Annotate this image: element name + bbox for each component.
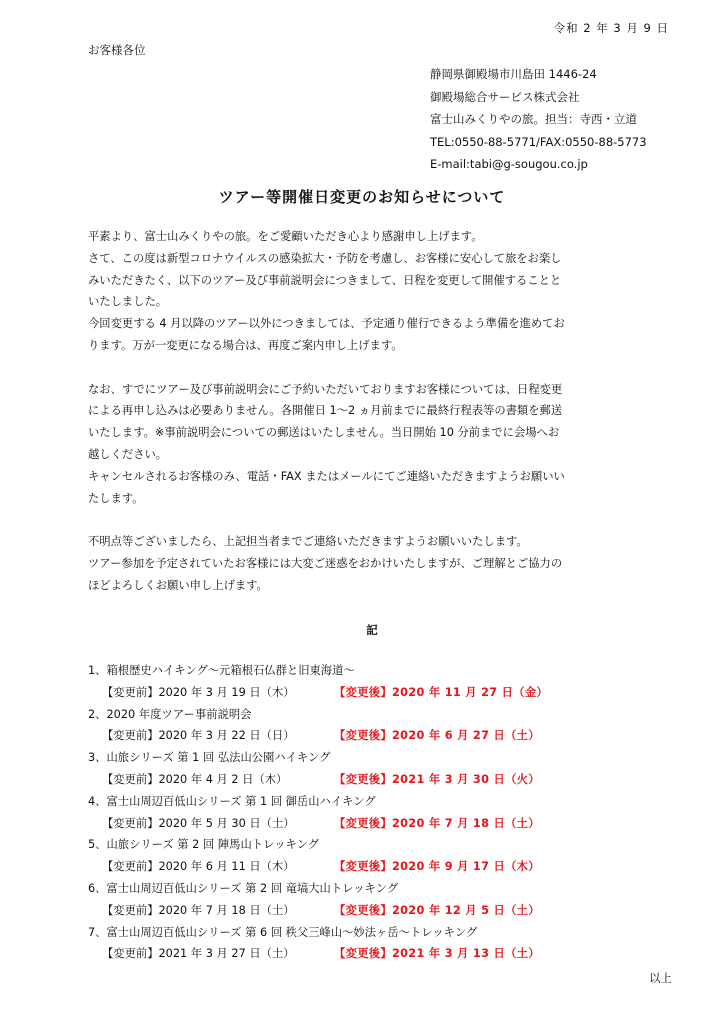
item-dates	[88, 769, 548, 791]
body-line: ほどよろしくお願い申し上げます。	[88, 578, 268, 592]
item-dates	[88, 856, 548, 878]
document-title: ツアー等開催日変更のお知らせについて	[218, 188, 506, 206]
item-title: 6、富士山周辺百低山シリーズ 第 2 回 竜塙大山トレッキング	[88, 881, 399, 895]
body-line: いたします。※事前説明会についての郵送はいたしません。当日開始 10 分前までに会場へお	[88, 426, 560, 440]
schedule-change-list	[88, 660, 548, 965]
sender-address: 静岡県御殿場市川島田 1446-24	[430, 67, 597, 81]
sender-email: E-mail:tabi@g-sougou.co.jp	[430, 157, 588, 171]
paragraph-gap	[88, 509, 638, 531]
item-dates	[88, 682, 548, 704]
date-after: 【変更後】2021 年 3 月 30 日（火）	[334, 772, 540, 786]
body-line: みいただきたく、以下のツアー及び事前説明会につきまして、日程を変更して開催することと	[88, 273, 562, 287]
addressee: お客様各位	[88, 43, 146, 57]
sender-phone-fax: TEL:0550-88-5771/FAX:0550-88-5773	[430, 134, 647, 149]
date-before: 【変更前】2020 年 3 月 19 日（木）	[102, 685, 295, 699]
closing-ijo: 以上	[649, 971, 672, 985]
item-dates	[88, 943, 548, 965]
date-after: 【変更後】2020 年 7 月 18 日（土）	[334, 816, 540, 830]
item-title: 2、2020 年度ツアー事前説明会	[88, 707, 252, 721]
body-line: キャンセルされるお客様のみ、電話・FAX またはメールにてご連絡いただきますようお願いい	[88, 469, 565, 483]
item-title: 4、富士山周辺百低山シリーズ 第 1 回 御岳山ハイキング	[88, 794, 376, 808]
body-line: ります。万が一変更になる場合は、再度ご案内申し上げます。	[88, 338, 403, 352]
body-line: 越しください。	[88, 447, 168, 461]
date-before: 【変更前】2020 年 7 月 18 日（土）	[102, 903, 295, 917]
body-line: なお、すでにツアー及び事前説明会にご予約いただいておりますお客様については、日程変更	[88, 382, 563, 396]
date-before: 【変更前】2020 年 6 月 11 日（木）	[102, 860, 295, 874]
date-after: 【変更後】2020 年 6 月 27 日（土）	[334, 729, 540, 743]
sender-block	[430, 63, 647, 176]
item-title: 5、山旅シリーズ 第 2 回 陣馬山トレッキング	[88, 838, 320, 852]
date-after: 【変更後】2020 年 12 月 5 日（土）	[334, 903, 540, 917]
sender-contact-persons: 富士山みくりやの旅。担当：寺西・立道	[430, 112, 637, 126]
date-before: 【変更前】2021 年 3 月 27 日（土）	[102, 947, 295, 961]
sender-company: 御殿場総合サービス株式会社	[430, 89, 580, 104]
body-text	[88, 226, 638, 597]
ki-heading: 記	[366, 623, 378, 637]
date-after: 【変更後】2020 年 9 月 17 日（木）	[334, 860, 540, 874]
item-title: 7、富士山周辺百低山シリーズ 第 6 回 秩父三峰山～妙法ヶ岳～トレッキング	[88, 925, 478, 939]
body-line: 平素より、富士山みくりやの旅。をご愛顧いただき心より感謝申し上げます。	[88, 230, 483, 243]
body-line: たします。	[88, 491, 144, 505]
body-line: 今回変更する 4 月以降のツアー以外につきましては、予定通り催行できるよう準備を進めてお	[88, 317, 565, 331]
body-line: いたしました。	[88, 295, 168, 309]
date-before: 【変更前】2020 年 4 月 2 日（木）	[102, 772, 288, 786]
date-after: 【変更後】2020 年 11 月 27 日（金）	[334, 685, 549, 699]
body-line: さて、この度は新型コロナウイルスの感染拡大・予防を考慮し、お客様に安心して旅をお楽し	[88, 251, 562, 265]
date-before: 【変更前】2020 年 5 月 30 日（土）	[102, 816, 295, 830]
item-dates	[88, 900, 548, 922]
item-title: 1、箱根歴史ハイキング～元箱根石仏群と旧東海道～	[88, 664, 355, 677]
date-after: 【変更後】2021 年 3 月 13 日（土）	[334, 947, 540, 961]
date-before: 【変更前】2020 年 3 月 22 日（日）	[102, 729, 295, 743]
body-line: 不明点等ございましたら、上記担当者までご連絡いただきますようお願いいたします。	[88, 535, 528, 549]
paragraph-gap	[88, 357, 638, 379]
document-date: 令和 2 年 3 月 9 日	[553, 21, 669, 35]
item-title: 3、山旅シリーズ 第 1 回 弘法山公園ハイキング	[88, 751, 331, 765]
item-dates	[88, 725, 548, 747]
body-line: による再申し込みは必要ありません。各開催日 1～2 ヵ月前までに最終行程表等の書類を郵送	[88, 404, 563, 418]
item-dates	[88, 813, 548, 835]
body-line: ツアー参加を予定されていたお客様には大変ご迷惑をおかけいたしますが、ご理解とご協力の	[88, 556, 563, 570]
